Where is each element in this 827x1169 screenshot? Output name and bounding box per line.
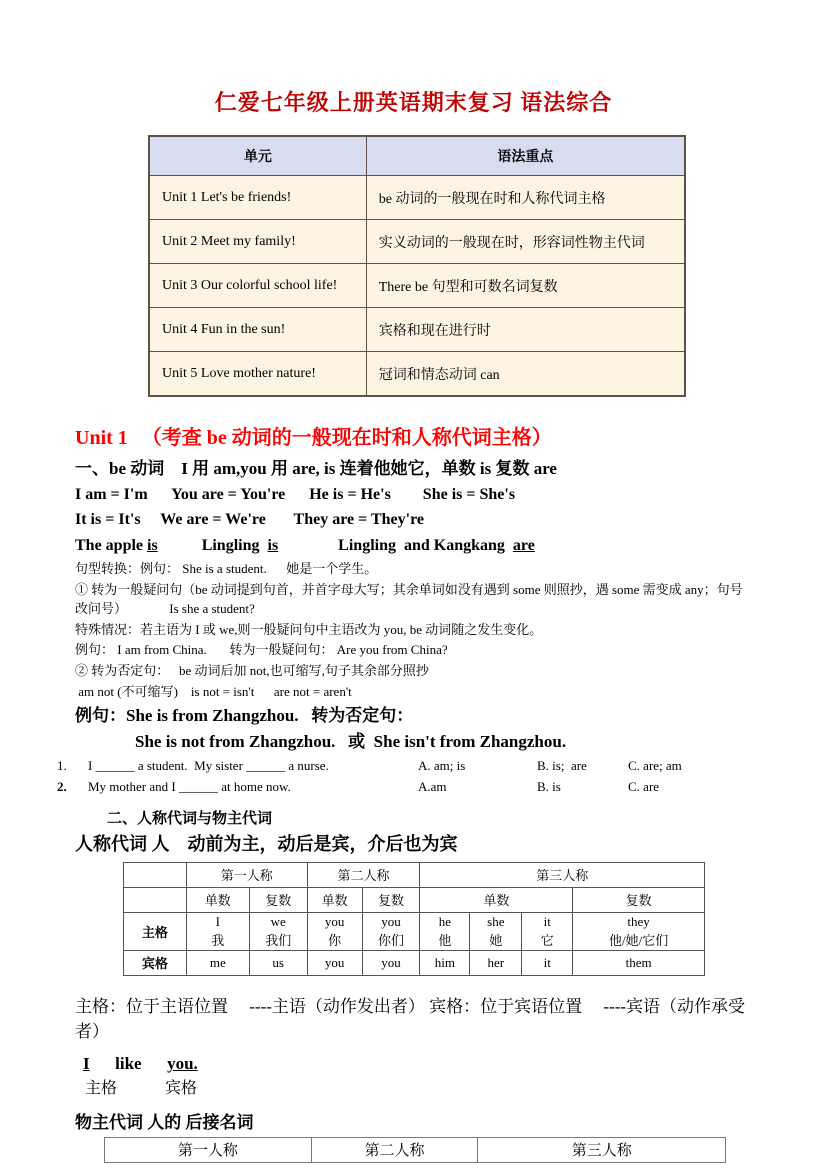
option-a: A. am; is (418, 757, 466, 773)
option-a: A.am (418, 778, 447, 794)
pronoun-cn: 我们 (265, 932, 292, 948)
third-person-header: 第三人称 (420, 862, 705, 887)
negative-transform-note: ② 转为否定句： be 动词后加 not,也可缩写,句子其余部分照抄 (75, 663, 429, 679)
unit-cell: Unit 3 Our colorful school life! (149, 264, 366, 308)
plural-header: 复数 (573, 887, 705, 912)
contractions-line-2: It is = It's We are = We're They are = They're (75, 511, 424, 529)
table-row (149, 352, 685, 397)
question-text: I ______ a student. My sister ______ a nurse. (88, 757, 329, 773)
pronoun-cell (186, 912, 249, 950)
pronoun-rule: 人称代词 人 动前为主，动后是宾，介后也为宾 (75, 833, 458, 854)
pronoun-table (123, 862, 705, 976)
option-b: B. is (537, 778, 561, 794)
pronoun-en: we (270, 913, 286, 929)
possessive-section-title: 物主代词 人的 后接名词 (75, 1112, 254, 1132)
pronoun-section-title: 二、人称代词与物主代词 (107, 810, 273, 827)
pronoun-cell: you (362, 950, 420, 975)
pronoun-cn: 她 (489, 932, 503, 948)
pronoun-en: they (627, 913, 650, 929)
table-row (149, 220, 685, 264)
option-c: C. are (628, 778, 660, 794)
pronoun-cell (470, 912, 522, 950)
pronoun-cell: them (573, 950, 705, 975)
table-row (149, 264, 685, 308)
question-2 (57, 778, 752, 797)
subject-object-example (83, 1053, 752, 1076)
unit1-heading (75, 421, 752, 450)
pronoun-cn: 你们 (377, 932, 404, 948)
special-case-note: 特殊情况：若主语为 I 或 we,则一般疑问句中主语改为 you, be 动词随之发生变化。 (75, 621, 543, 637)
pronoun-en: you (324, 913, 345, 929)
pronoun-cell: us (249, 950, 307, 975)
number-header-row (124, 887, 705, 912)
pronoun-cell: it (522, 950, 573, 975)
subject-pronoun-row (124, 912, 705, 950)
units-table-header-unit: 单元 (149, 136, 366, 176)
contractions-line-1: I am = I'm You are = You're He is = He's She is = She's (75, 485, 516, 503)
question-text: My mother and I ______ at home now. (88, 778, 291, 794)
empty-cell (124, 862, 187, 887)
singular-header: 单数 (420, 887, 573, 912)
unit1-heading-text: （考查 be 动词的一般现在时和人称代词主格） (141, 427, 552, 449)
pronoun-cn: 他/她/它们 (608, 932, 669, 948)
pronoun-en: you (381, 913, 401, 929)
case-positions-note: 主格：位于主语位置 ----主语（动作发出者） 宾格：位于宾语位置 ----宾语（动作承受者） (75, 996, 746, 1042)
plural-header: 复数 (362, 887, 420, 912)
singular-header: 单数 (186, 887, 249, 912)
pronoun-cn: 我 (211, 932, 225, 948)
pronoun-cn: 你 (328, 932, 342, 948)
focus-cell: There be 句型和可数名词复数 (366, 264, 685, 308)
table-row (149, 308, 685, 352)
page-title: 仁爱七年级上册英语期末复习 语法综合 (214, 90, 613, 115)
pronoun-cell (573, 912, 705, 950)
pronoun-en: I (215, 913, 220, 929)
option-b: B. is; are (537, 757, 587, 773)
question-1 (57, 757, 752, 776)
be-usage-part: Lingling and Kangkang (278, 536, 513, 554)
sentence-transform-note: 句型转换：例句： She is a student. 她是一个学生。 (75, 561, 378, 577)
object-row-label: 宾格 (124, 950, 187, 975)
question-number: 2. (57, 778, 67, 794)
person-header-row (124, 862, 705, 887)
second-person-header: 第二人称 (311, 1137, 478, 1162)
units-table-header-row (149, 136, 685, 176)
underlined-verb: is (147, 536, 158, 554)
be-usage-examples (75, 535, 752, 557)
pronoun-cell: her (470, 950, 522, 975)
negative-answer: She is not from Zhangzhou. 或 She isn't from Zhangzhou. (135, 731, 567, 751)
unit-cell: Unit 5 Love mother nature! (149, 352, 366, 397)
underlined-verb: are (512, 536, 535, 554)
pronoun-cell (420, 912, 470, 950)
first-person-header: 第一人称 (186, 862, 307, 887)
pronoun-en: she (487, 913, 505, 929)
underlined-verb: is (267, 536, 279, 554)
question-example: 例句： I am from China. 转为一般疑问句： Are you from China? (75, 642, 448, 658)
empty-cell (124, 887, 187, 912)
option-c: C. are; am (628, 757, 682, 773)
units-table-header-focus: 语法重点 (366, 136, 685, 176)
pronoun-cell (307, 912, 362, 950)
pronoun-cn: 他 (438, 932, 452, 948)
table-row (149, 176, 685, 220)
possessive-header-row (105, 1137, 726, 1162)
pronoun-en: it (543, 913, 551, 929)
question-number: 1. (57, 757, 67, 773)
possessive-table (104, 1137, 726, 1163)
units-table (148, 135, 686, 397)
pronoun-cell: me (186, 950, 249, 975)
unit1-heading-number: Unit 1 (75, 427, 128, 449)
plural-header: 复数 (249, 887, 307, 912)
unit-cell: Unit 1 Let's be friends! (149, 176, 366, 220)
focus-cell: 宾格和现在进行时 (366, 308, 685, 352)
be-usage-part: The apple (75, 536, 148, 554)
pronoun-cell (249, 912, 307, 950)
subject-row-label: 主格 (124, 912, 187, 950)
second-person-header: 第二人称 (307, 862, 420, 887)
pronoun-cell: him (420, 950, 470, 975)
pronoun-cn: 它 (540, 932, 554, 948)
first-person-header: 第一人称 (105, 1137, 312, 1162)
unit-cell: Unit 4 Fun in the sun! (149, 308, 366, 352)
singular-header: 单数 (307, 887, 362, 912)
focus-cell: 实义动词的一般现在时，形容词性物主代词 (366, 220, 685, 264)
example-case-labels: 主格 宾格 (85, 1079, 198, 1097)
object-pronoun-row (124, 950, 705, 975)
pronoun-cell (522, 912, 573, 950)
be-usage-part: Lingling (157, 536, 268, 554)
question-transform-note: ① 转为一般疑问句（be 动词提到句首，并首字母大写；其余单词如没有遇到 some 则照抄，遇 some 需变成 any；句号改问号） Is she a student? (75, 581, 743, 616)
underlined-subject: I (83, 1053, 90, 1073)
underlined-object: you. (167, 1053, 198, 1073)
pronoun-cell: you (307, 950, 362, 975)
third-person-header: 第三人称 (478, 1137, 726, 1162)
negative-example: 例句：She is from Zhangzhou. 转为否定句： (75, 706, 414, 726)
example-verb: like (89, 1053, 168, 1073)
unit-cell: Unit 2 Meet my family! (149, 220, 366, 264)
focus-cell: be 动词的一般现在时和人称代词主格 (366, 176, 685, 220)
be-verb-section-title: 一、be 动词 I 用 am,you 用 are, is 连着他她它，单数 is 复数 are (75, 459, 557, 478)
pronoun-cell (362, 912, 420, 950)
pronoun-en: he (438, 913, 452, 929)
focus-cell: 冠词和情态动词 can (366, 352, 685, 397)
not-contraction-note: am not (不可缩写) is not = isn't are not = aren't (75, 684, 352, 700)
